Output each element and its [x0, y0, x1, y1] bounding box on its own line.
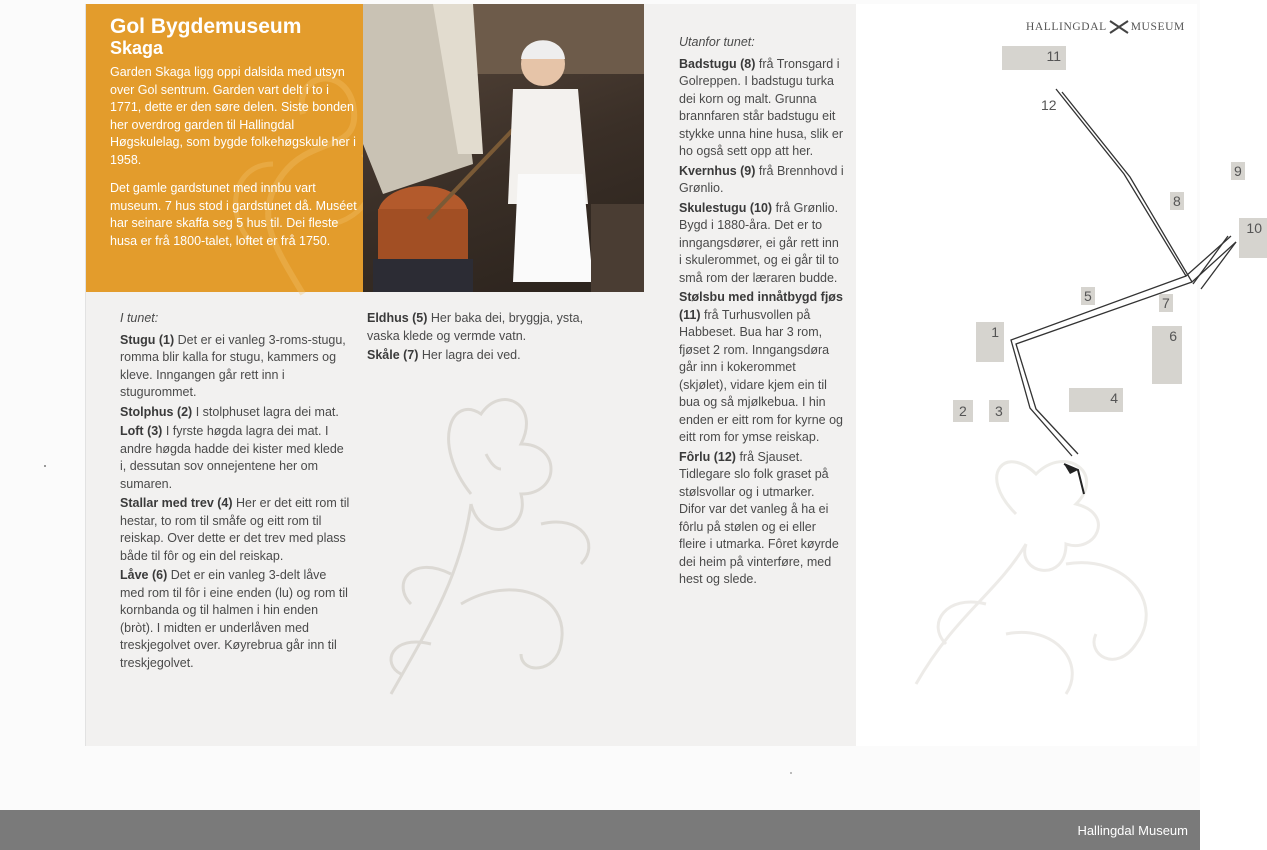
- entry-title: Stølsbu med innåtbygd fjøs (11): [679, 290, 843, 322]
- entry: [679, 163, 844, 198]
- logo-text-left: HALLINGDAL: [1026, 21, 1107, 33]
- entry-title: Låve (6): [120, 568, 168, 582]
- entry-text: Det er ein vanleg 3-delt låve med rom til fôr i eine enden (lu) og rom til kornbanda og til halmen i hin enden (bròt). I midten er underlåven med treskjegolvet over. Køyrebrua går inn til treskjegolvet.: [120, 568, 348, 670]
- entry-text: I fyrste høgda lagra dei mat. I andre høgda hadde dei kister med klede i, dessutan sov onnejentene her om sumaren.: [120, 424, 344, 491]
- building-12-label: 12: [1041, 97, 1057, 113]
- scan-speck: [790, 772, 792, 774]
- entry-text: Det er ei vanleg 3-roms-stugu, romma blir kalla for stugu, kammers og kleve. Inngangen går rett inn i stugurommet.: [120, 332, 346, 399]
- entry-title: Kvernhus (9): [679, 163, 756, 178]
- text-panel: [86, 4, 856, 746]
- entry-title: Stolphus (2): [120, 404, 193, 419]
- entry-text: Her lagra dei ved.: [421, 348, 521, 362]
- building-5: 5: [1081, 287, 1095, 305]
- entry-title: Skulestugu (10): [679, 200, 773, 215]
- inner-yard-column: [120, 310, 350, 674]
- entry-text: frå Brennhovd i Grønlio.: [679, 163, 844, 195]
- entry: [120, 332, 350, 402]
- building-6: 6: [1152, 326, 1182, 384]
- entry-title: Badstugu (8): [679, 56, 756, 71]
- brochure-spread: [85, 4, 1262, 746]
- entry-title: Stallar med trev (4): [120, 496, 233, 510]
- scan-speck: [44, 465, 46, 467]
- building-2: 2: [953, 400, 973, 422]
- footer-bar: [0, 810, 1200, 850]
- building-11: 11: [1002, 46, 1066, 70]
- building-4: 4: [1069, 388, 1123, 412]
- outer-yard-column: [679, 34, 844, 591]
- building-7: 7: [1159, 294, 1173, 312]
- intro-box: [86, 4, 363, 292]
- building-3: 3: [989, 400, 1009, 422]
- entry: [120, 404, 350, 422]
- photo-woman-cooking: [363, 4, 644, 292]
- building-10: 10: [1239, 218, 1267, 258]
- building-1: 1: [976, 322, 1004, 362]
- entry: [679, 56, 844, 161]
- entry-title: Skåle (7): [367, 348, 419, 362]
- page-title: Gol Bygdemuseum: [110, 15, 302, 38]
- building-8: 8: [1170, 192, 1184, 210]
- entry: [367, 347, 607, 365]
- entry: [120, 423, 350, 493]
- logo-text-right: MUSEUM: [1130, 21, 1185, 33]
- entry-text: frå Sjauset. Tidlegare slo folk graset på stølsvollar og i utmarker. Difor var det vanleg å ha ei fôrlu på stølen og ei eller fleire i utmarka. Fôret køyrde dei heim på vinterføre, med hest og slede.: [679, 449, 839, 586]
- entry-text: I stolphuset lagra dei mat.: [195, 404, 339, 419]
- entry-title: Stugu (1): [120, 332, 175, 347]
- entry: [120, 495, 350, 565]
- intro-paragraph: Garden Skaga ligg oppi dalsida med utsyn over Gol sentrum. Garden vart delt i to i 1771, dette er den søre delen. Siste bonden her overdrog garden til Hallingdal Høgskulelag, som bygde folkehøgskule her i 1958.: [110, 65, 356, 167]
- footer-credit: Hallingdal Museum: [1077, 823, 1188, 838]
- entry-title: Eldhus (5): [367, 311, 428, 325]
- entry: [367, 310, 607, 345]
- entry: [679, 289, 844, 447]
- map-panel: [856, 4, 1262, 746]
- entry-title: Fôrlu (12): [679, 449, 736, 464]
- entry: [120, 567, 350, 672]
- entry-text: frå Tronsgard i Golreppen. I badstugu turka dei korn og malt. Grunna brannfaren står badstugu eit stykke unna hine husa, slik er ho også sett opp att her.: [679, 56, 843, 158]
- inner-yard-column-2: [367, 310, 607, 367]
- entry-text: Her baka dei, bryggja, ysta, vaska klede og vermde vatn.: [367, 311, 584, 343]
- building-9: 9: [1231, 162, 1245, 180]
- section-heading: I tunet:: [120, 311, 159, 325]
- site-map-paths: [856, 4, 1197, 746]
- entry-text: Her er det eitt rom til hestar, to rom til småfe og eitt rom til reiskap. Over dette er det trev med plass både til fôr og ein del reiskap.: [120, 496, 350, 563]
- section-heading: Utanfor tunet:: [679, 35, 755, 49]
- intro-paragraph: Det gamle gardstunet med innbu vart museum. 7 hus stod i gardstunet då. Muséet har seinare skaffa seg 5 hus til. Dei fleste husa er frå 1800-talet, loftet er frå 1750.: [110, 181, 357, 248]
- entry: [679, 449, 844, 589]
- flower-flourish-icon: [371, 374, 631, 704]
- page-subtitle: Skaga: [110, 38, 164, 58]
- entry-text: frå Grønlio. Bygd i 1880-åra. Det er to inngangsdører, ei går rett inn i skulerommet, og ei går til to små rom der læraren budde.: [679, 200, 839, 285]
- entry-text: frå Turhusvollen på Habbeset. Bua har 3 rom, fjøset 2 rom. Inngangsdøra går inn i kokerommet (skjølet), vidare kjem ein til bua og så mjølkebua. I hin enden er eitt rom for kyrne og eitt rom for ymse reiskap.: [679, 307, 843, 444]
- entry: [679, 200, 844, 288]
- entry-title: Loft (3): [120, 424, 163, 438]
